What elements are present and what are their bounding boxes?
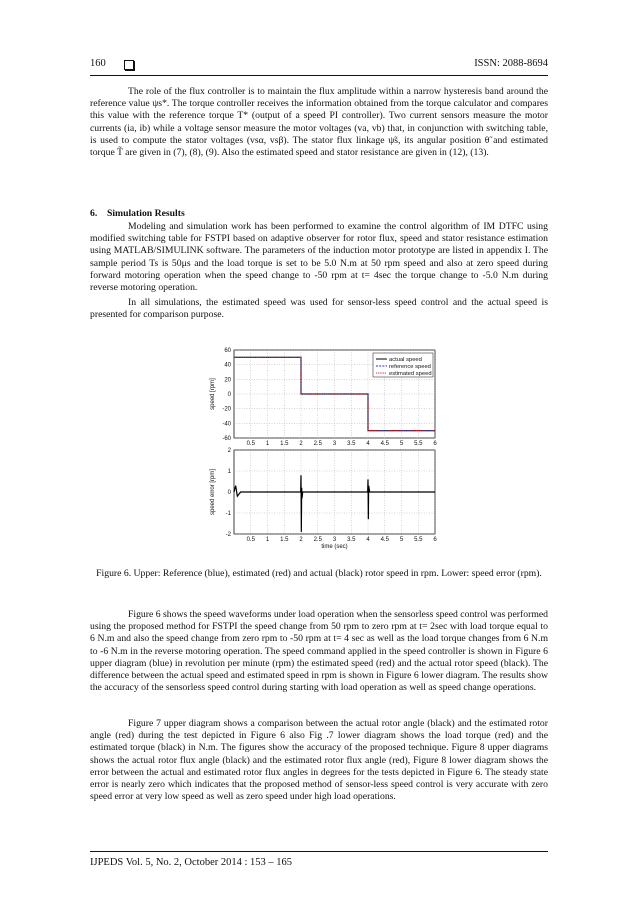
lower-x-tick-label: 0.5 [246,537,255,543]
issn-label: ISSN: 2088-8694 [474,58,548,69]
lower-y-tick-label: -1 [225,511,231,517]
lower-x-axis-label: time (sec) [321,544,348,550]
paragraph-simulation-note [90,297,548,321]
lower-y-tick-label: 1 [227,469,231,475]
section-number: 6. [90,208,98,219]
figure-6 [195,340,445,555]
upper-y-tick-label: 40 [224,362,231,369]
lower-x-tick-label: 2.5 [313,537,322,543]
upper-y-tick-label: -60 [222,436,231,442]
lower-x-tick-label: 1 [265,537,270,543]
paragraph-simulation [90,221,548,294]
page-header [90,58,548,74]
lower-y-axis-label: speed error [rpm] [210,468,216,516]
lower-x-tick-label: 3 [332,537,337,543]
lower-y-tick-label: -2 [225,532,231,538]
header-divider [90,75,548,76]
upper-x-tick-label: 2 [299,441,303,447]
lower-error-plot [210,448,437,550]
upper-y-tick-label: -40 [222,421,231,428]
lower-y-tick-label: 2 [227,448,231,454]
journal-footer: IJPEDS Vol. 5, No. 2, October 2014 : 153 – 165 [90,857,293,868]
paragraph-flux-controller [90,86,548,159]
lower-x-tick-label: 4.5 [380,537,389,543]
upper-x-tick-label: 1.5 [280,441,289,447]
upper-x-tick-label: 5 [399,441,404,447]
paragraph-figure7-discussion [90,718,548,803]
legend-label: actual speed [389,357,422,363]
section-heading [90,208,548,220]
lower-x-tick-label: 1.5 [280,537,289,543]
lower-y-tick-label: 0 [227,490,231,496]
upper-y-tick-label: 60 [224,348,231,354]
upper-x-tick-label: 2.5 [313,441,322,447]
figure-caption: Figure 6. Upper: Reference (blue), estimated (red) and actual (black) rotor speed in rpm. Lower: speed error (rpm). [96,568,542,579]
paragraph-text: The role of the flux controller is to maintain the flux amplitude within a narrow hysteresis band around the reference value ψs*. The torque controller receives the information obtained from the torque calculator and compares this value with the reference torque T* (output of a speed PI controller). Two current sensors measure the motor currents (ia, ib) while a voltage sensor measure the motor voltages (va, vb) that, in conjunction with switching table, is used to compute the stator voltages (vsα, vsβ). The stator flux linkage ψ̃s, its angular position θ̃ and estimated torque T̃ are given in (7), (8), (9). Also the estimated speed and stator resistance are given in (12), (13). [90,86,548,159]
paragraph-text: Modeling and simulation work has been performed to examine the control algorithm of IM DTFC using modified switching table for FSTPI based on adaptive observer for rotor flux, speed and stator resistance estimation using MATLAB/SIMULINK software. The parameters of the induction motor prototype are listed in appendix I. The sample period Ts is 50μs and the load torque is set to be 5.0 N.m at 50 rpm speed and also at zero speed during forward motoring operation when the speed change to -50 rpm at t= 4sec the torque change to -5.0 N.m during reverse motoring operation. [90,221,548,294]
footer-divider [90,851,548,852]
upper-x-tick-label: 5.5 [414,441,423,447]
paragraph-text: In all simulations, the estimated speed was used for sensor-less speed control and the actual speed is presented for comparison purpose. [90,297,548,321]
upper-x-tick-label: 3.5 [347,441,356,447]
upper-y-tick-label: -20 [222,406,231,413]
paragraph-text: Figure 6 shows the speed waveforms under load operation when the sensorless speed control was performed using the proposed method for FSTPI the speed change from 50 rpm to zero rpm at t= 2sec with load torque equal to 6 N.m and also the speed change from zero rpm to -50 rpm at t= 4 sec as well as the load torque changes from 6 N.m to -6 N.m in the reverse motoring operation. The speed command applied in the speed controller is shown in Figure 6 upper diagram (blue) in revolution per minute (rpm) the estimated speed (red) and the actual rotor speed (black). The difference between the actual speed and estimated speed in rpm is shown in Figure 6 lower diagram. The results show the accuracy of the sensorless speed control during starting with load operation as well as speed change operations. [90,609,548,694]
lower-x-tick-label: 2 [299,537,303,543]
checkbox-glyph-icon [124,60,134,70]
lower-x-tick-label: 4 [366,537,370,543]
upper-x-tick-label: 3 [332,441,337,447]
upper-x-tick-label: 4 [366,441,370,447]
lower-x-tick-label: 5 [399,537,404,543]
upper-speed-plot [210,348,437,447]
legend-label: estimated speed [389,371,432,377]
lower-x-tick-label: 5.5 [414,537,423,543]
upper-x-tick-label: 4.5 [380,441,389,447]
upper-x-tick-label: 1 [265,441,270,447]
paragraph-text: Figure 7 upper diagram shows a comparison between the actual rotor angle (black) and the estimated rotor angle (red) during the test depicted in Figure 6 also Fig .7 lower diagram shows the load torque (red) and the estimated torque (black) in N.m. The figures show the accuracy of the proposed technique. Figure 8 upper diagrams shows the actual rotor flux angle (black) and the estimated rotor flux angle (red), Figure 8 lower diagram shows the error between the actual and estimated rotor flux angles in degrees for the tests depicted in Figure 6. The steady state error is nearly zero which indicates that the proposed method of sensor-less speed control is very accurate with zero speed error at very low speed as well as zero speed under high load operations. [90,718,548,803]
section-title: Simulation Results [106,208,185,219]
lower-x-tick-label: 3.5 [347,537,356,543]
paragraph-figure6-discussion [90,609,548,694]
page-number: 160 [90,58,106,69]
upper-y-axis-label: speed [rpm] [210,378,216,410]
upper-x-tick-label: 0.5 [246,441,255,447]
upper-y-tick-label: 0 [227,392,231,398]
upper-y-tick-label: 20 [224,377,231,384]
legend-label: reference speed [389,364,431,370]
lower-x-tick-label: 6 [433,537,437,543]
upper-x-tick-label: 6 [433,441,437,447]
